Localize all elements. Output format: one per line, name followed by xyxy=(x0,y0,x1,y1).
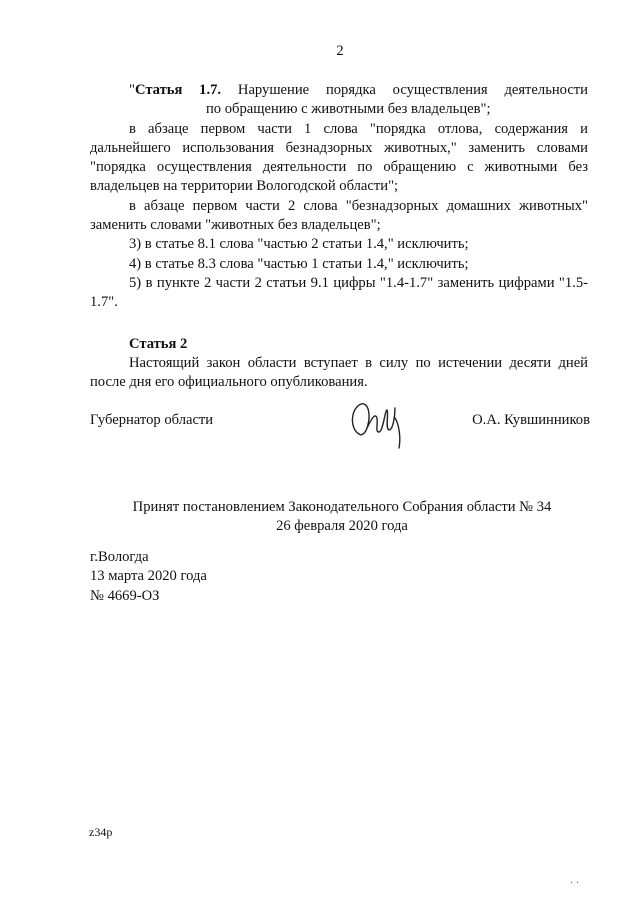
adoption-note xyxy=(92,498,592,537)
article-1-7-title-text: Нарушение порядка осуществления деятельности xyxy=(221,82,588,98)
signature-block xyxy=(90,404,590,464)
article-2-heading: Статья 2 xyxy=(129,335,188,352)
signatory-position: Губернатор области xyxy=(90,412,214,428)
article-1-7-title-line2: по обращению с животными без владельцев"; xyxy=(206,101,491,118)
paragraph-item-4: 4) в статье 8.3 слова "частью 1 статьи 1.4," исключить; xyxy=(129,255,469,272)
spacer xyxy=(90,313,588,335)
city: г.Вологда xyxy=(90,549,149,565)
adoption-line-1: Принят постановлением Законодательного Собрания области № 34 xyxy=(132,499,552,515)
document-code: z34p xyxy=(89,825,113,839)
article-1-7-label: Статья 1.7. xyxy=(134,82,222,98)
corner-marks: · · xyxy=(570,878,580,889)
paragraph-part1-amendment: в абзаце первом части 1 слова "порядка отлова, содержания и дальнейшего использования безнадзорных животных," заменить словами "порядка осуществления деятельности по обращению с животными без владельцев на территории Вологодской области"; xyxy=(90,120,588,195)
paragraph-item-5: 5) в пункте 2 части 2 статьи 9.1 цифры "1.4-1.7" заменить цифрами "1.5-1.7". xyxy=(90,274,588,311)
paragraph-item-3: 3) в статье 8.1 слова "частью 2 статьи 1.4," исключить; xyxy=(129,236,469,253)
adoption-line-2: 26 февраля 2020 года xyxy=(276,518,408,535)
signatory-name: О.А. Кувшинников xyxy=(472,412,590,428)
signing-date: 13 марта 2020 года xyxy=(90,568,207,585)
article-2-text: Настоящий закон области вступает в силу по истечении десяти дней после дня его официального опубликования. xyxy=(90,354,588,391)
document-body xyxy=(90,81,588,392)
handwritten-signature-icon xyxy=(345,394,415,454)
paragraph-part2-amendment: в абзаце первом части 2 слова "безнадзорных домашних животных" заменить словами "животных без владельцев"; xyxy=(90,197,588,234)
article-1-7-title xyxy=(90,81,588,100)
quote-mark: " xyxy=(129,82,135,98)
law-number: № 4669-ОЗ xyxy=(90,587,160,604)
place-date-number xyxy=(90,548,207,606)
page-number: 2 xyxy=(336,43,344,59)
